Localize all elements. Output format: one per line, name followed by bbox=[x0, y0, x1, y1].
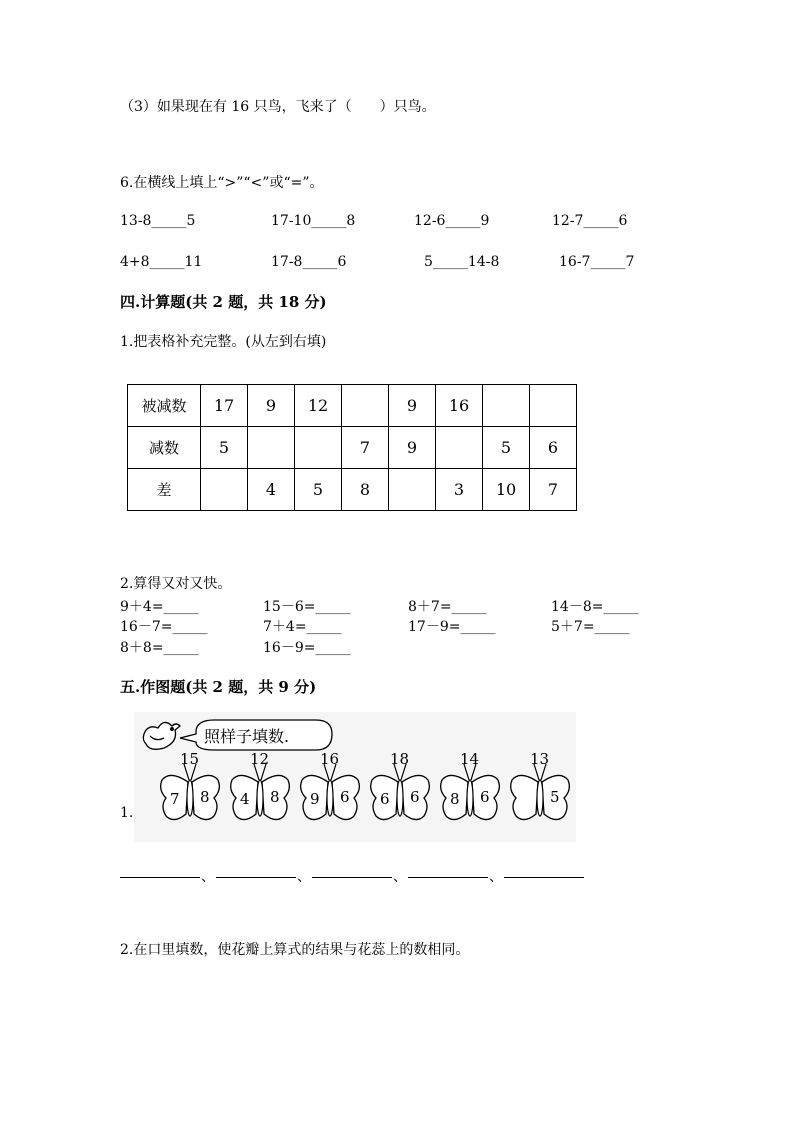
butterfly bbox=[371, 750, 430, 820]
bird-icon bbox=[143, 722, 180, 749]
section4-q1-title: 1.把表格补充完整。(从左到右填) bbox=[120, 334, 327, 350]
butterfly-body bbox=[187, 780, 193, 816]
table-cell: 9 bbox=[389, 427, 436, 469]
section5-q1-number: 1. bbox=[120, 805, 134, 821]
section5-q2-title: 2.在口里填数，使花瓣上算式的结果与花蕊上的数相同。 bbox=[120, 942, 470, 958]
q6-item: 12-6_____9 bbox=[414, 213, 490, 229]
butterfly-illustration bbox=[134, 712, 576, 842]
butterfly-wing bbox=[511, 775, 538, 819]
butterfly bbox=[441, 750, 500, 820]
table-cell: 5 bbox=[295, 469, 342, 511]
butterfly bbox=[301, 750, 360, 820]
butterfly-right-number: 5 bbox=[550, 788, 560, 806]
separator: 、 bbox=[201, 869, 215, 885]
answer-blank[interactable] bbox=[504, 877, 584, 878]
section5-title: 五.作图题(共 2 题，共 9 分) bbox=[120, 678, 317, 696]
butterfly-right-number: 8 bbox=[200, 788, 210, 806]
butterfly-body bbox=[397, 780, 403, 816]
table-cell: 9 bbox=[389, 385, 436, 427]
butterfly-top-number: 12 bbox=[250, 750, 270, 768]
table-cell bbox=[436, 427, 483, 469]
table-row bbox=[128, 469, 577, 511]
table-cell: 7 bbox=[342, 427, 389, 469]
butterfly-right-number: 8 bbox=[270, 788, 280, 806]
butterfly-body bbox=[467, 780, 473, 816]
butterfly-left-number: 7 bbox=[170, 790, 180, 808]
calc-item: 8＋7=_____ bbox=[408, 599, 487, 615]
fill-table bbox=[127, 384, 577, 511]
answer-blank[interactable] bbox=[120, 877, 200, 878]
separator: 、 bbox=[393, 869, 407, 885]
butterfly-left-number: 6 bbox=[380, 790, 390, 808]
q3-line: （3）如果现在有 16 只鸟，飞来了（ ）只鸟。 bbox=[120, 99, 436, 115]
q6-item: 12-7_____6 bbox=[552, 213, 628, 229]
table-cell: 16 bbox=[436, 385, 483, 427]
calc-item: 17－9=_____ bbox=[408, 619, 496, 635]
answer-blank[interactable] bbox=[312, 877, 392, 878]
table-cell bbox=[483, 385, 530, 427]
butterfly-body bbox=[327, 780, 333, 816]
butterfly-top-number: 16 bbox=[320, 750, 340, 768]
calc-item: 16－9=_____ bbox=[263, 640, 351, 656]
table-cell bbox=[342, 385, 389, 427]
answer-blank[interactable] bbox=[408, 877, 488, 878]
butterfly-body bbox=[257, 780, 263, 816]
table-cell: 5 bbox=[483, 427, 530, 469]
table-row-head: 被减数 bbox=[128, 385, 201, 427]
answer-blank[interactable] bbox=[216, 877, 296, 878]
separator: 、 bbox=[297, 869, 311, 885]
table-cell: 3 bbox=[436, 469, 483, 511]
table-row-head: 减数 bbox=[128, 427, 201, 469]
butterfly-top-number: 15 bbox=[180, 750, 200, 768]
table-row bbox=[128, 385, 577, 427]
separator: 、 bbox=[489, 869, 503, 885]
butterfly bbox=[231, 750, 290, 820]
butterfly bbox=[511, 750, 570, 820]
butterfly-svg bbox=[134, 712, 576, 842]
calc-item: 7＋4=_____ bbox=[263, 619, 342, 635]
table-cell bbox=[201, 469, 248, 511]
table-cell bbox=[389, 469, 436, 511]
table-row bbox=[128, 427, 577, 469]
butterfly-left-number: 4 bbox=[240, 790, 250, 808]
table-cell: 9 bbox=[248, 385, 295, 427]
butterfly-group bbox=[161, 750, 570, 820]
butterfly-top-number: 13 bbox=[530, 750, 550, 768]
table-cell: 7 bbox=[530, 469, 577, 511]
butterfly-left-number: 9 bbox=[310, 790, 320, 808]
butterfly-right-number: 6 bbox=[410, 788, 420, 806]
table-row-head: 差 bbox=[128, 469, 201, 511]
section4-q2-title: 2.算得又对又快。 bbox=[120, 576, 232, 592]
calc-item: 9＋4=_____ bbox=[120, 599, 199, 615]
table-cell: 5 bbox=[201, 427, 248, 469]
q6-item: 5_____14-8 bbox=[424, 254, 500, 270]
butterfly-top-number: 18 bbox=[390, 750, 410, 768]
q6-item: 13-8_____5 bbox=[120, 213, 196, 229]
calc-item: 8＋8=_____ bbox=[120, 640, 199, 656]
butterfly-left-number: 8 bbox=[450, 790, 460, 808]
table-cell: 4 bbox=[248, 469, 295, 511]
butterfly-top-number: 14 bbox=[460, 750, 480, 768]
table-cell: 8 bbox=[342, 469, 389, 511]
calc-item: 14－8=_____ bbox=[551, 599, 639, 615]
butterfly-body bbox=[537, 780, 543, 816]
butterfly bbox=[161, 750, 220, 820]
bubble-text: 照样子填数. bbox=[204, 727, 290, 746]
butterfly-right-number: 6 bbox=[340, 788, 350, 806]
table-cell bbox=[530, 385, 577, 427]
q6-item: 16-7_____7 bbox=[559, 254, 635, 270]
q6-item: 4+8_____11 bbox=[120, 254, 203, 270]
table-cell: 17 bbox=[201, 385, 248, 427]
butterfly-right-number: 6 bbox=[480, 788, 490, 806]
table-cell bbox=[295, 427, 342, 469]
table-cell bbox=[248, 427, 295, 469]
q6-title: 6.在横线上填上“>”“<”或“=”。 bbox=[120, 175, 324, 191]
q6-item: 17-8_____6 bbox=[271, 254, 347, 270]
table-cell: 6 bbox=[530, 427, 577, 469]
calc-item: 5＋7=_____ bbox=[551, 619, 630, 635]
table-cell: 10 bbox=[483, 469, 530, 511]
q6-item: 17-10_____8 bbox=[271, 213, 356, 229]
calc-item: 15－6=_____ bbox=[263, 599, 351, 615]
calc-item: 16－7=_____ bbox=[120, 619, 208, 635]
table-cell: 12 bbox=[295, 385, 342, 427]
section4-title: 四.计算题(共 2 题，共 18 分) bbox=[120, 293, 327, 311]
